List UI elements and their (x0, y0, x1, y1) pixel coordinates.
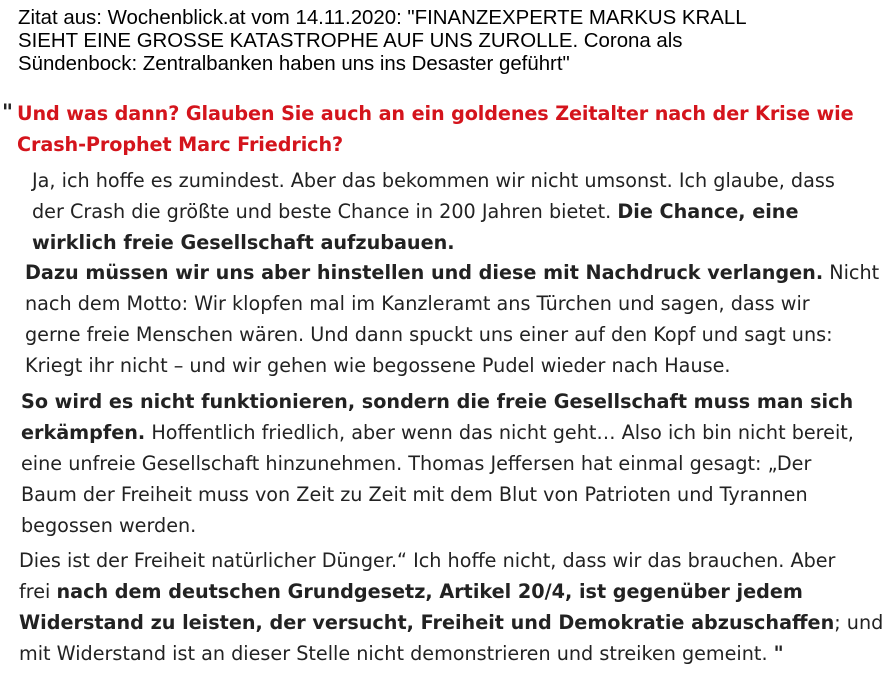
answer-line-3: wirklich freie Gesellschaft aufzubauen. (32, 231, 455, 254)
answer-line-2-emphasis: Die Chance, eine (617, 200, 799, 223)
answer-line-9 (21, 418, 854, 448)
citation-line-1: Zitat aus: Wochenblick.at vom 14.11.2020: "FINANZEXPERTE MARKUS KRALL (18, 6, 747, 29)
answer-line-7: Kriegt ihr nicht – und wir gehen wie begossene Pudel wieder nach Hause. (25, 354, 731, 377)
answer-line-8: So wird es nicht funktionieren, sondern die freie Gesellschaft muss man sich (21, 390, 854, 413)
question-line-2: Crash-Prophet Marc Friedrich? (17, 133, 344, 156)
answer-line-16 (19, 639, 784, 669)
answer-line-15-emphasis: Widerstand zu leisten, der versucht, Freiheit und Demokratie abzuschaffen (19, 611, 835, 634)
answer-line-4-text: Nicht (823, 261, 880, 284)
answer-line-14 (19, 577, 803, 607)
answer-line-15-text: ; und (834, 611, 884, 634)
answer-line-11: Baum der Freiheit muss von Zeit zu Zeit mit dem Blut von Patrioten und Tyrannen (21, 483, 808, 506)
citation-line-2: SIEHT EINE GROSSE KATASTROPHE AUF UNS ZUROLLE. Corona als (18, 29, 683, 52)
opening-quote-mark: " (2, 100, 13, 124)
answer-line-4-emphasis: Dazu müssen wir uns aber hinstellen und diese mit Nachdruck verlangen. (25, 261, 824, 284)
answer-line-4 (25, 258, 879, 288)
answer-line-15 (19, 608, 883, 638)
citation-line-3: Sündenbock: Zentralbanken haben uns ins Desaster geführt" (18, 52, 570, 75)
answer-line-12: begossen werden. (21, 514, 197, 537)
answer-line-5: nach dem Motto: Wir klopfen mal im Kanzleramt ans Türchen und sagen, dass wir (25, 292, 810, 315)
answer-line-13: Dies ist der Freiheit natürlicher Dünger.“ Ich hoffe nicht, dass wir das brauchen. Aber (19, 549, 836, 572)
answer-line-9-text: Hoffentlich friedlich, aber wenn das nicht geht… Also ich bin nicht bereit, (145, 421, 854, 444)
source-citation (18, 6, 888, 75)
answer-line-14-emphasis: nach dem deutschen Grundgesetz, Artikel 20/4, ist gegenüber jedem (56, 580, 803, 603)
answer-line-9-emphasis: erkämpfen. (21, 421, 146, 444)
question-line-1: Und was dann? Glauben Sie auch an ein goldenes Zeitalter nach der Krise wie (17, 102, 854, 125)
answer-line-16-text: mit Widerstand ist an dieser Stelle nicht demonstrieren und streiken gemeint. (19, 642, 774, 665)
answer-line-10: eine unfreie Gesellschaft hinzunehmen. Thomas Jeffersen hat einmal gesagt: „Der (21, 452, 812, 475)
answer-line-2-text: der Crash die größte und beste Chance in 200 Jahren bietet. (32, 200, 618, 223)
answer-line-2 (32, 197, 798, 227)
answer-line-1: Ja, ich hoffe es zumindest. Aber das bekommen wir nicht umsonst. Ich glaube, dass (32, 169, 835, 192)
answer-line-14-text: frei (19, 580, 57, 603)
answer-line-6: gerne freie Menschen wären. Und dann spuckt uns einer auf den Kopf und sagt uns: (25, 323, 833, 346)
closing-quote-mark: " (773, 642, 784, 665)
